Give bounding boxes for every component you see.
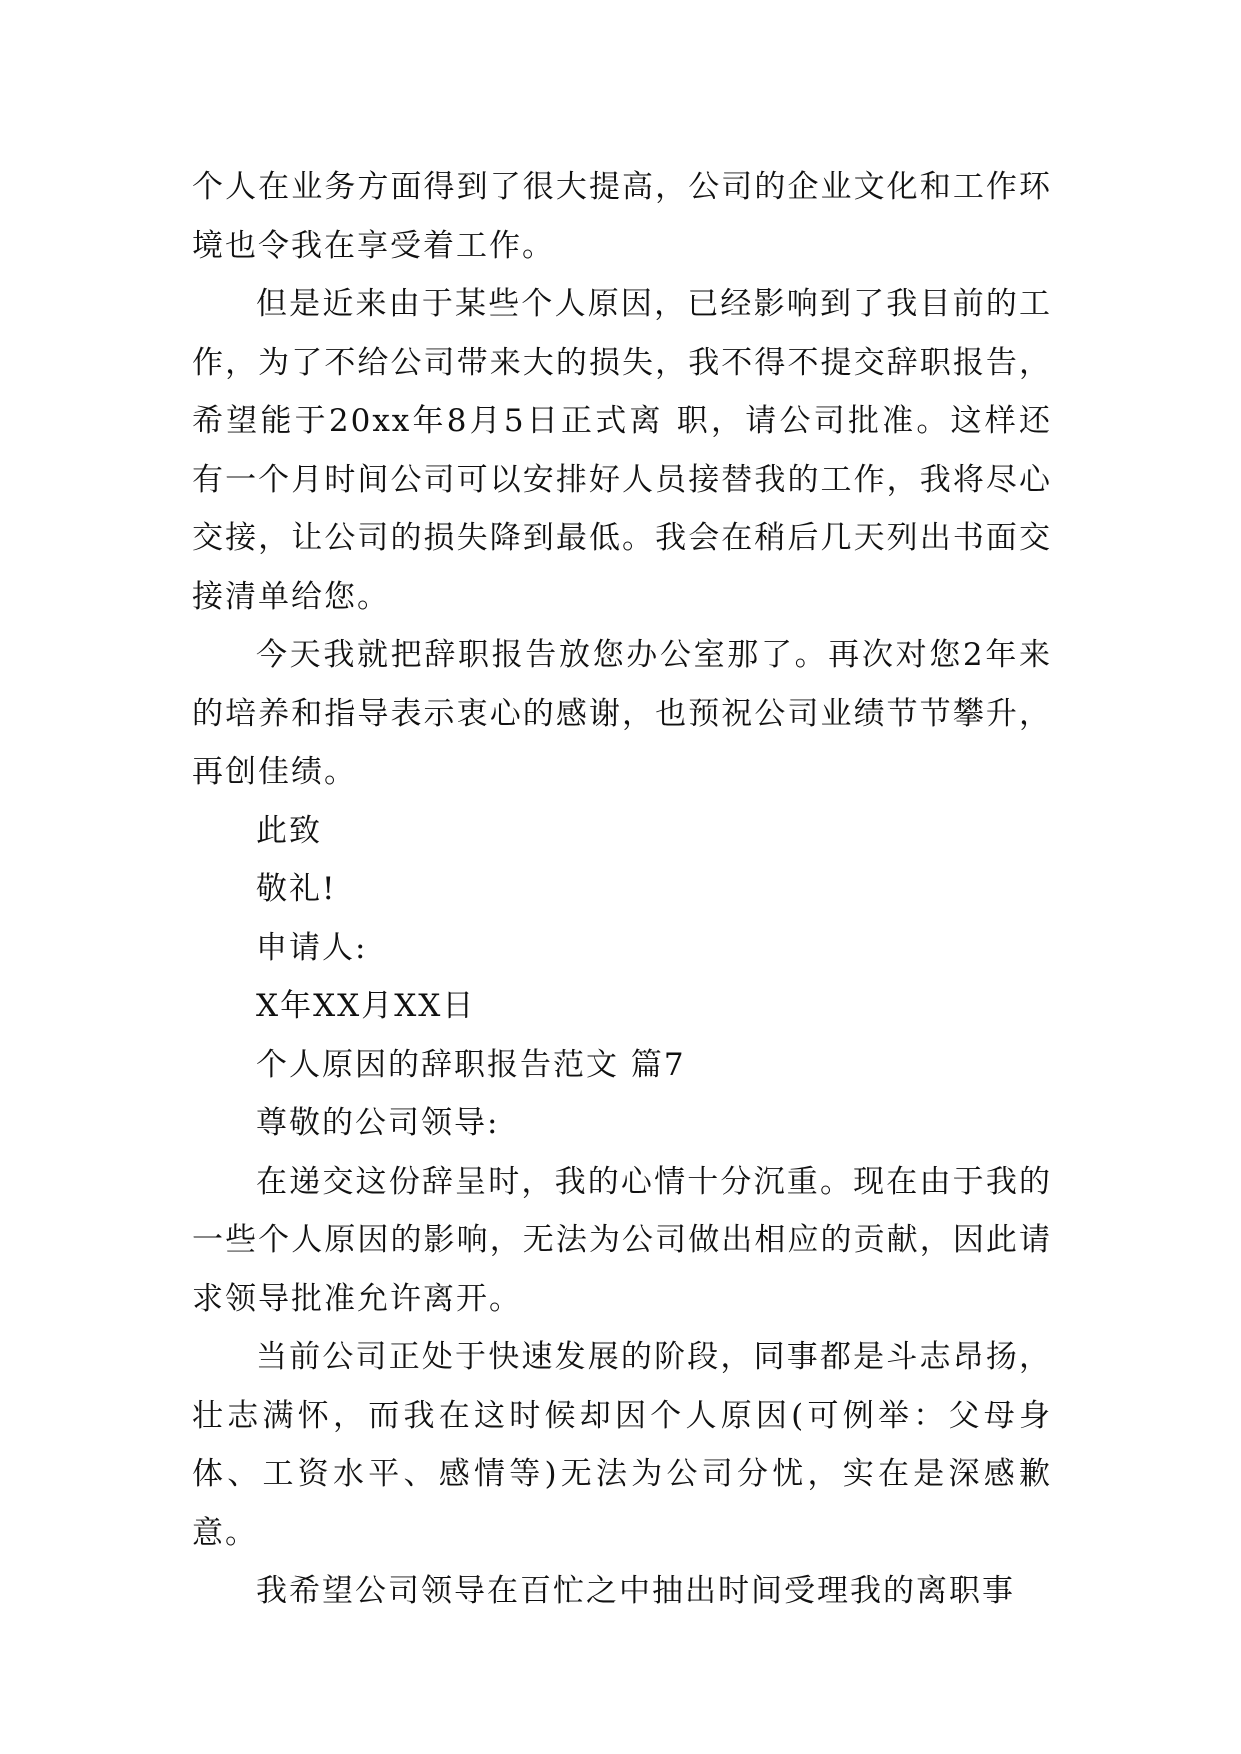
greeting: 尊敬的公司领导: <box>256 1105 500 1141</box>
date-line: X年XX月XX日 <box>256 988 476 1024</box>
paragraph-continuation: 个人在业务方面得到了很大提高，公司的企业文化和工作环境也令我在享受着工作。 <box>192 169 1052 264</box>
closing-salutation-1: 此致 <box>256 812 322 849</box>
document-body <box>192 158 1052 1621</box>
paragraph-company-status: 当前公司正处于快速发展的阶段，同事都是斗志昂扬，壮志满怀，而我在这时候却因个人原因(可例举：父母身体、工资水平、感情等)无法为公司分忧，实在是深感歉意。 <box>192 1339 1052 1551</box>
paragraph-request: 我希望公司领导在百忙之中抽出时间受理我的离职事 <box>256 1573 1015 1609</box>
section-title: 个人原因的辞职报告范文 篇7 <box>256 1046 686 1083</box>
closing-salutation-2: 敬礼! <box>256 871 337 907</box>
paragraph-thanks: 今天我就把辞职报告放您办公室那了。再次对您2年来的培养和指导表示衷心的感谢，也预祝公司业绩节节攀升，再创佳绩。 <box>192 637 1052 790</box>
paragraph-resignation-reason: 但是近来由于某些个人原因，已经影响到了我目前的工作，为了不给公司带来大的损失，我不得不提交辞职报告，希望能于20xx年8月5日正式离 职，请公司批准。这样还有一个月时间公司可以安排好人员接替我的工作，我将尽心交接，让公司的损失降到最低。我会在稍后几天列出书面交接清单给您。 <box>192 286 1052 615</box>
applicant-label: 申请人: <box>256 929 368 966</box>
paragraph-submission: 在递交这份辞呈时，我的心情十分沉重。现在由于我的一些个人原因的影响，无法为公司做出相应的贡献，因此请求领导批准允许离开。 <box>192 1163 1052 1317</box>
